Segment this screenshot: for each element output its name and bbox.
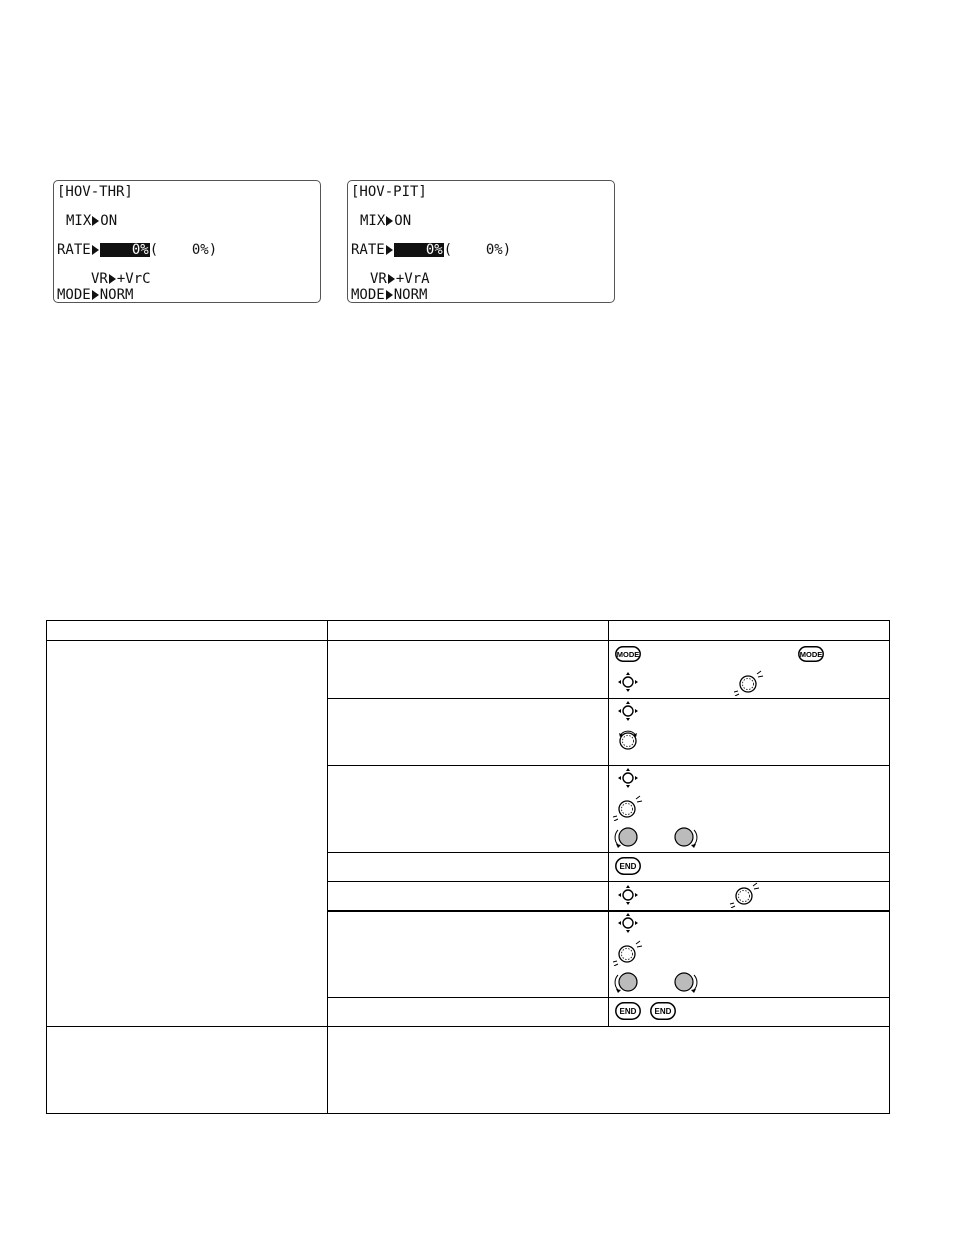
cursor-arrow-icon bbox=[386, 290, 393, 300]
mode-value[interactable]: NORM bbox=[99, 287, 134, 303]
mix-row bbox=[360, 214, 411, 228]
table-divider bbox=[327, 620, 328, 1114]
end-button-icon[interactable] bbox=[650, 1002, 676, 1020]
knob-left-icon[interactable] bbox=[614, 969, 640, 995]
cursor-arrow-icon bbox=[386, 245, 393, 255]
mode-label: MODE bbox=[351, 287, 385, 303]
end-button-label: END bbox=[619, 862, 637, 871]
end-button-label: END bbox=[654, 1007, 672, 1016]
vr-label: VR bbox=[370, 271, 387, 287]
mode-button-icon[interactable] bbox=[798, 646, 824, 662]
rate-row bbox=[351, 243, 511, 257]
end-button-icon[interactable] bbox=[615, 1002, 641, 1020]
dial-icon[interactable] bbox=[734, 670, 764, 696]
rate-current: ( 0%) bbox=[443, 242, 512, 258]
table-row-divider bbox=[327, 881, 890, 882]
cursor-arrow-icon bbox=[92, 216, 99, 226]
table-row-divider bbox=[46, 1026, 890, 1027]
mix-label: MIX bbox=[66, 213, 92, 229]
end-button-label: END bbox=[619, 1007, 637, 1016]
mode-row bbox=[57, 288, 133, 302]
mix-value[interactable]: ON bbox=[100, 213, 118, 229]
vr-row bbox=[370, 272, 430, 286]
mix-label: MIX bbox=[360, 213, 386, 229]
mode-row bbox=[351, 288, 427, 302]
vr-row bbox=[91, 272, 151, 286]
rate-value[interactable]: 0% bbox=[100, 243, 150, 257]
mode-value[interactable]: NORM bbox=[393, 287, 428, 303]
knob-left-icon[interactable] bbox=[614, 824, 640, 850]
cursor-lever-icon[interactable] bbox=[617, 767, 639, 789]
cursor-arrow-icon bbox=[109, 274, 116, 284]
dial-icon[interactable] bbox=[613, 940, 643, 966]
rate-row bbox=[57, 243, 217, 257]
table-divider bbox=[608, 620, 609, 1027]
mix-row bbox=[66, 214, 117, 228]
dial-rotate-icon[interactable] bbox=[616, 728, 640, 752]
cursor-arrow-icon bbox=[386, 216, 393, 226]
vr-label: VR bbox=[91, 271, 108, 287]
table-row-divider bbox=[327, 852, 890, 853]
table-header-divider bbox=[46, 640, 890, 641]
rate-label: RATE bbox=[57, 242, 91, 258]
cursor-arrow-icon bbox=[92, 290, 99, 300]
mode-button-label: MODE bbox=[616, 650, 640, 659]
cursor-lever-icon[interactable] bbox=[617, 884, 639, 906]
dial-icon[interactable] bbox=[730, 882, 760, 908]
cursor-lever-icon[interactable] bbox=[617, 671, 639, 693]
dial-icon[interactable] bbox=[613, 795, 643, 821]
rate-current: ( 0%) bbox=[149, 242, 218, 258]
rate-value[interactable]: 0% bbox=[394, 243, 444, 257]
cursor-arrow-icon bbox=[92, 245, 99, 255]
vr-value[interactable]: +VrA bbox=[395, 271, 430, 287]
mode-button-label: MODE bbox=[799, 650, 823, 659]
table-row-divider bbox=[327, 910, 890, 912]
vr-value[interactable]: +VrC bbox=[116, 271, 151, 287]
screen-title: [HOV-THR] bbox=[57, 184, 133, 200]
cursor-arrow-icon bbox=[388, 274, 395, 284]
end-button-icon[interactable] bbox=[615, 857, 641, 875]
screen-title: [HOV-PIT] bbox=[351, 184, 427, 200]
table-row-divider bbox=[327, 698, 890, 699]
table-row-divider bbox=[327, 765, 890, 766]
rate-label: RATE bbox=[351, 242, 385, 258]
lcd-screen-hov-pit bbox=[347, 180, 615, 303]
knob-right-icon[interactable] bbox=[672, 824, 698, 850]
cursor-lever-icon[interactable] bbox=[617, 700, 639, 722]
table-row-divider bbox=[327, 997, 890, 998]
mode-label: MODE bbox=[57, 287, 91, 303]
mode-button-icon[interactable] bbox=[615, 646, 641, 662]
cursor-lever-icon[interactable] bbox=[617, 912, 639, 934]
mix-value[interactable]: ON bbox=[394, 213, 412, 229]
lcd-screen-hov-thr bbox=[53, 180, 321, 303]
knob-right-icon[interactable] bbox=[672, 969, 698, 995]
